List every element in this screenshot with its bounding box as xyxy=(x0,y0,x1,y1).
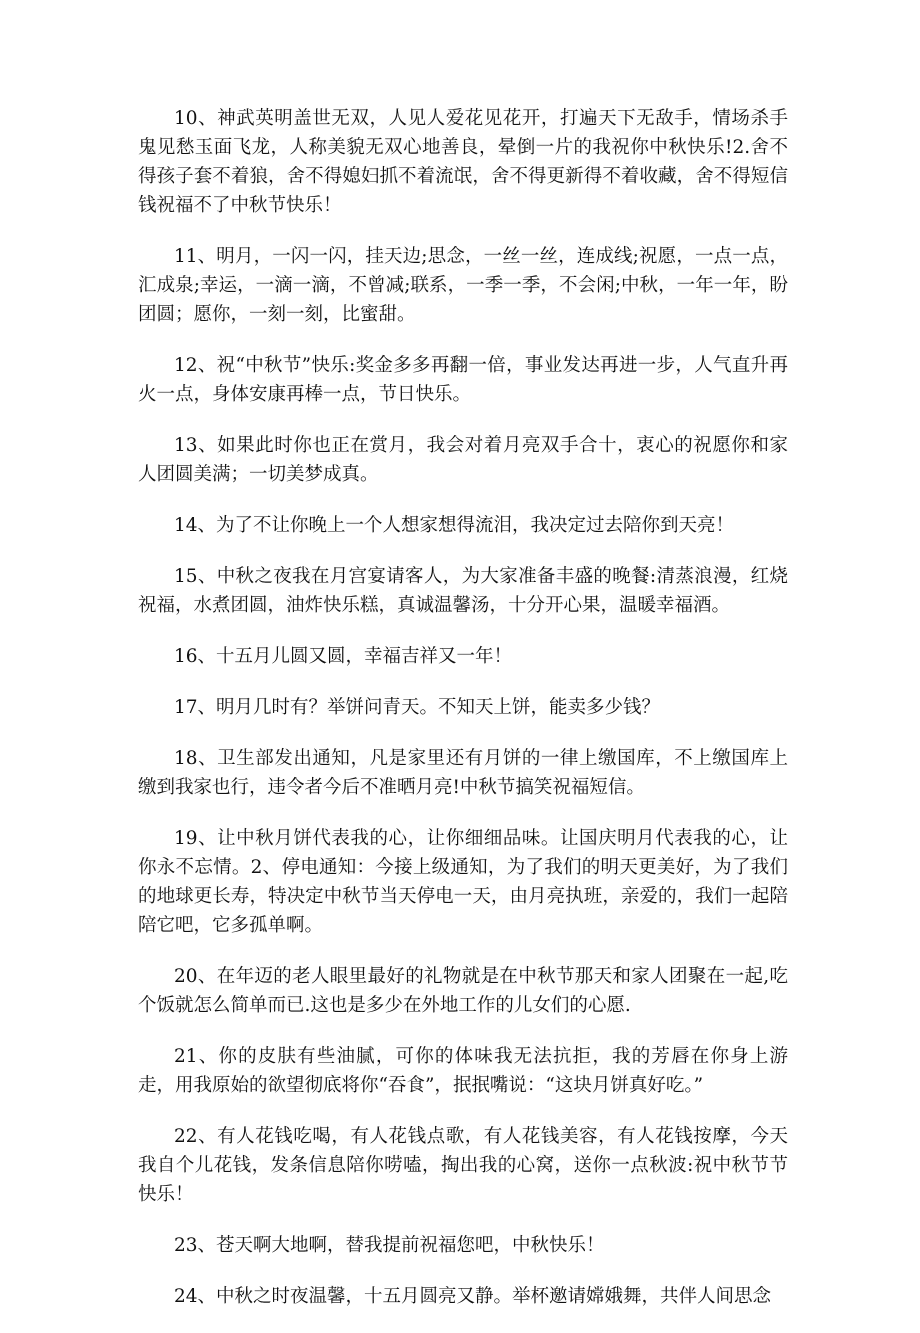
paragraph-15: 15、中秋之夜我在月宫宴请客人，为大家准备丰盛的晚餐:清蒸浪漫，红烧祝福，水煮团圆，油炸快乐糕，真诚温馨汤，十分开心果，温暖幸福酒。 xyxy=(138,566,788,616)
paragraph-19: 19、让中秋月饼代表我的心，让你细细品味。让国庆明月代表我的心，让你永不忘情。2、停电通知：今接上级通知，为了我们的明天更美好，为了我们的地球更长寿，特决定中秋节当天停电一天，由月亮执班，亲爱的，我们一起陪陪它吧，它多孤单啊。 xyxy=(138,828,788,936)
paragraph-17: 17、明月几时有？举饼问青天。不知天上饼，能卖多少钱？ xyxy=(174,697,661,718)
paragraph-23: 23、苍天啊大地啊，替我提前祝福您吧，中秋快乐！ xyxy=(174,1235,605,1256)
paragraph-18: 18、卫生部发出通知，凡是家里还有月饼的一律上缴国库，不上缴国库上缴到我家也行，违令者今后不准晒月亮!中秋节搞笑祝福短信。 xyxy=(138,748,788,798)
paragraph-22: 22、有人花钱吃喝，有人花钱点歌，有人花钱美容，有人花钱按摩，今天我自个儿花钱，发条信息陪你唠嗑，掏出我的心窝，送你一点秋波:祝中秋节节快乐！ xyxy=(138,1126,788,1205)
paragraph-14: 14、为了不让你晚上一个人想家想得流泪，我决定过去陪你到天亮！ xyxy=(174,515,735,536)
paragraph-21: 21、你的皮肤有些油腻，可你的体味我无法抗拒，我的芳唇在你身上游走，用我原始的欲望彻底将你“吞食”，抿抿嘴说：“这块月饼真好吃。” xyxy=(138,1046,788,1096)
paragraph-20: 20、在年迈的老人眼里最好的礼物就是在中秋节那天和家人团聚在一起,吃个饭就怎么简单而已.这也是多少在外地工作的儿女们的心愿. xyxy=(138,966,788,1016)
paragraph-16: 16、十五月儿圆又圆，幸福吉祥又一年！ xyxy=(174,646,513,667)
paragraph-12: 12、祝“中秋节”快乐:奖金多多再翻一倍，事业发达再进一步，人气直升再火一点，身体安康再棒一点，节日快乐。 xyxy=(138,355,788,405)
paragraph-24: 24、中秋之时夜温馨，十五月圆亮又静。举杯邀请嫦娥舞，共伴人间思念 xyxy=(174,1286,772,1307)
paragraph-13: 13、如果此时你也正在赏月，我会对着月亮双手合十，衷心的祝愿你和家人团圆美满；一切美梦成真。 xyxy=(138,435,788,485)
document-body xyxy=(138,104,788,1333)
paragraph-11: 11、明月，一闪一闪，挂天边;思念，一丝一丝，连成线;祝愿，一点一点，汇成泉;幸运，一滴一滴，不曾减;联系，一季一季，不会闲;中秋，一年一年，盼团圆；愿你，一刻一刻，比蜜甜。 xyxy=(138,246,788,325)
paragraph-10: 10、神武英明盖世无双，人见人爱花见花开，打遍天下无敌手，情场杀手鬼见愁玉面飞龙，人称美貌无双心地善良，晕倒一片的我祝你中秋快乐!2.舍不得孩子套不着狼，舍不得媳妇抓不着流氓，舍不得更新得不着收藏，舍不得短信钱祝福不了中秋节快乐！ xyxy=(138,108,788,216)
